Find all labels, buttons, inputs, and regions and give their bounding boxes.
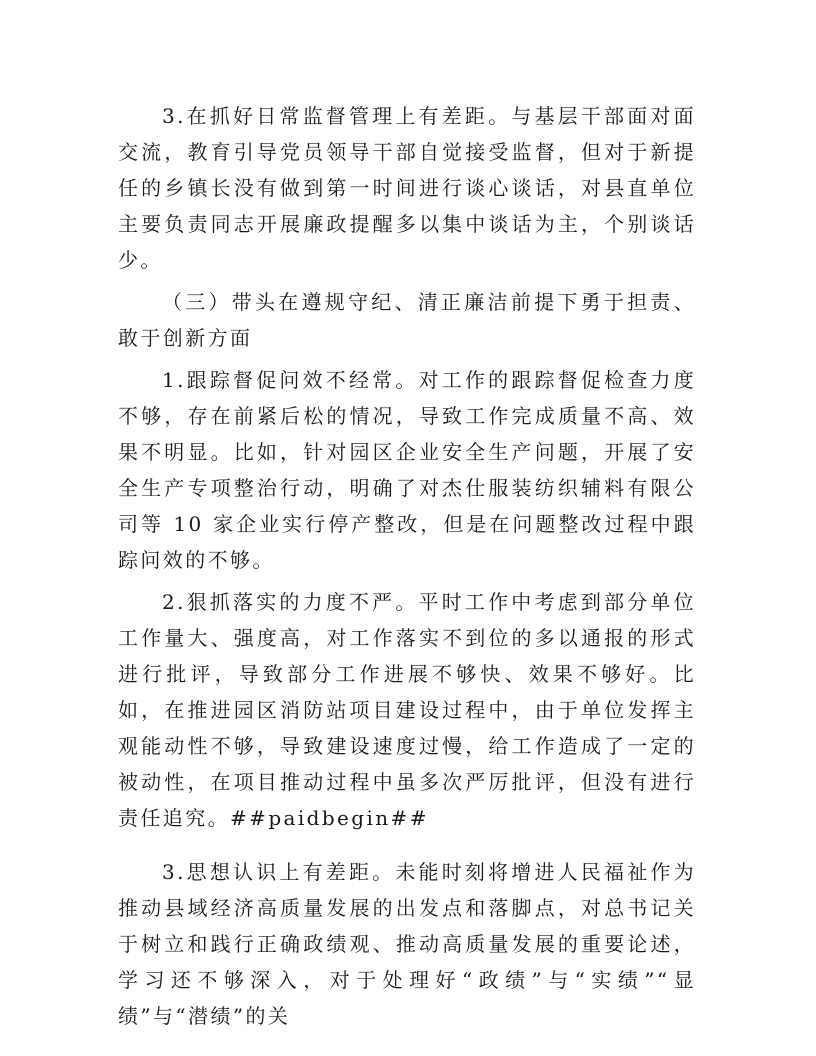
paragraph-implementation: 2.狠抓落实的力度不严。平时工作中考虑到部分单位工作量大、强度高，对工作落实不到位的多以通报的形式进行批评，导致部分工作进展不够快、效果不够好。比如，在推进园区消防站项目建设过程中，由于单位发挥主观能动性不够，导致建设速度过慢，给工作造成了一定的被动性，在项目推动过程中虽多次严厉批评，但没有进行责任追究。##paidbegin## — [118, 590, 696, 830]
document-body — [118, 98, 696, 1034]
paragraph-thinking-gap: 3.思想认识上有差距。未能时刻将增进人民福祉作为推动县域经济高质量发展的出发点和落脚点，对总书记关于树立和践行正确政绩观、推动高质量发展的重要论述，学习还不够深入，对于处理好“政绩”与“实绩”“显绩”与“潜绩”的关 — [118, 860, 696, 1028]
paragraph-follow-up: 1.跟踪督促问效不经常。对工作的跟踪督促检查力度不够，存在前紧后松的情况，导致工作完成质量不高、效果不明显。比如，针对园区企业安全生产问题，开展了安全生产专项整治行动，明确了对杰仕服装纺织辅料有限公司等 10 家企业实行停产整改，但是在问题整改过程中跟踪问效的不够。 — [118, 368, 696, 572]
section-heading-three: （三）带头在遵规守纪、清正廉洁前提下勇于担责、敢于创新方面 — [118, 290, 696, 350]
paragraph-supervision-gap: 3.在抓好日常监督管理上有差距。与基层干部面对面交流，教育引导党员领导干部自觉接受监督，但对于新提任的乡镇长没有做到第一时间进行谈心谈话，对县直单位主要负责同志开展廉政提醒多以集中谈话为主，个别谈话少。 — [118, 104, 696, 272]
